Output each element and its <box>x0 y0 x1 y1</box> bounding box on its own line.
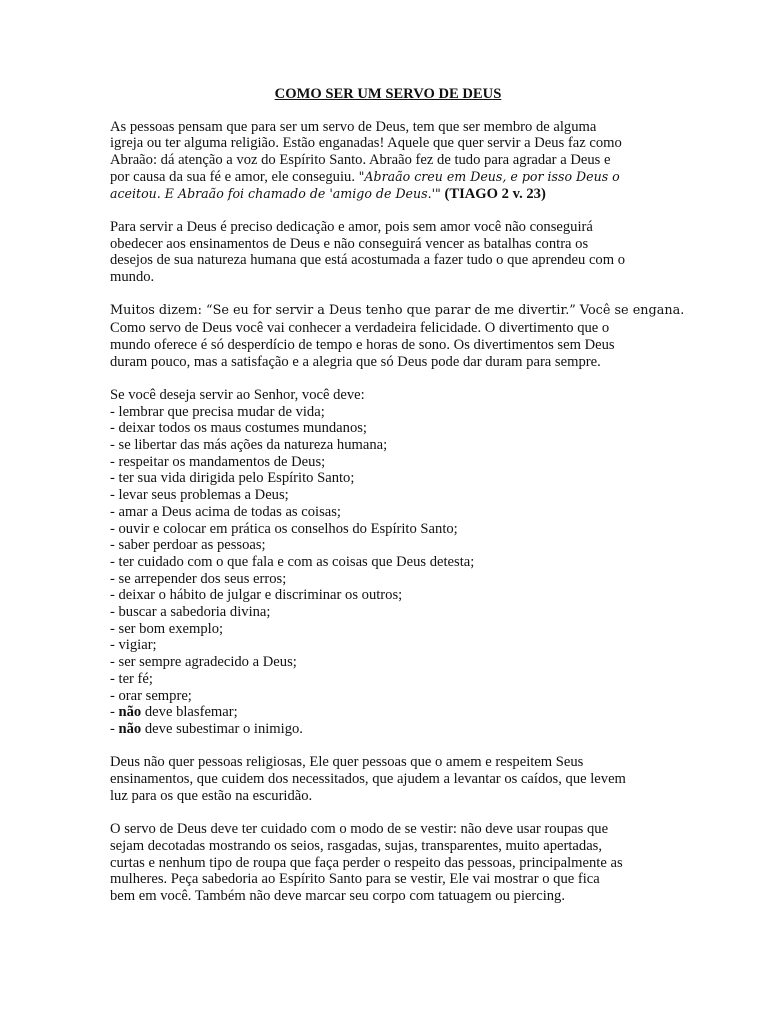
list-item: - saber perdoar as pessoas; <box>110 537 266 554</box>
text-line: mulheres. Peça sabedoria ao Espírito Santo para se vestir, Ele vai mostrar o que fica <box>110 871 600 888</box>
list-item: - ter sua vida dirigida pelo Espírito Santo; <box>110 470 355 487</box>
list-item: - amar a Deus acima de todas as coisas; <box>110 503 341 520</box>
paragraph-intro <box>110 119 666 203</box>
text-line: As pessoas pensam que para ser um servo de Deus, tem que ser membro de alguma <box>110 118 597 135</box>
list-item: - levar seus problemas a Deus; <box>110 487 289 504</box>
list-dash: - <box>110 704 119 721</box>
text-line: igreja ou ter alguma religião. Estão enganadas! Aquele que quer servir a Deus faz como <box>110 135 622 152</box>
text-line: duram pouco, mas a satisfação e a alegria que só Deus pode dar duram para sempre. <box>110 353 601 370</box>
document-page <box>110 86 685 921</box>
list-item: - ter fé; <box>110 670 153 687</box>
negation-bold: não <box>118 704 142 721</box>
list-item: - se arrepender dos seus erros; <box>110 570 287 587</box>
list-item-text: deve subestimar o inimigo. <box>141 720 303 737</box>
bible-reference: (TIAGO 2 v. 23) <box>440 185 546 202</box>
list-item: - orar sempre; <box>110 687 192 704</box>
text-run: por causa da sua fé e amor, ele conseguiu. <box>110 168 359 185</box>
text-run: Você se engana. <box>575 303 685 319</box>
bible-quote: "Abraão creu em Deus, e por isso Deus o <box>358 168 620 184</box>
bible-quote: aceitou. E Abraão foi chamado de 'amigo de Deus.'" <box>110 185 441 201</box>
paragraph-happiness <box>110 302 685 370</box>
text-line: Como servo de Deus você vai conhecer a verdadeira felicidade. O divertimento que o <box>110 320 610 337</box>
text-line: mundo. <box>110 269 155 286</box>
text-line: Para servir a Deus é preciso dedicação e amor, pois sem amor você não conseguirá <box>110 218 593 235</box>
list-item: - ser sempre agradecido a Deus; <box>110 654 297 671</box>
text-line: bem em você. Também não deve marcar seu corpo com tatuagem ou piercing. <box>110 887 565 904</box>
paragraph-dedication <box>110 219 666 286</box>
paragraph-religion <box>110 754 666 804</box>
quoted-saying: Muitos dizem: “Se eu for servir a Deus tenho que parar de me divertir.” <box>110 303 576 319</box>
list-item: - lembrar que precisa mudar de vida; <box>110 403 325 420</box>
text-line <box>110 186 666 203</box>
list-item: - ser bom exemplo; <box>110 620 224 637</box>
text-line <box>110 302 685 320</box>
text-line: desejos de sua natureza humana que está acostumada a fazer tudo o que aprendeu com o <box>110 252 626 269</box>
text-line: curtas e nenhum tipo de roupa que faça perder o respeito das pessoas, principalmente as <box>110 854 623 871</box>
list-item: - deixar todos os maus costumes mundanos; <box>110 420 367 437</box>
list-item: - vigiar; <box>110 637 157 654</box>
list-item <box>110 721 666 738</box>
text-line: O servo de Deus deve ter cuidado com o modo de se vestir: não deve usar roupas que <box>110 821 609 838</box>
text-line: sejam decotadas mostrando os seios, rasgadas, sujas, transparentes, muito apertadas, <box>110 837 602 854</box>
list-dash: - <box>110 720 119 737</box>
list-item: - deixar o hábito de julgar e discriminar os outros; <box>110 587 403 604</box>
negation-bold: não <box>118 720 142 737</box>
list-intro: Se você deseja servir ao Senhor, você deve: <box>110 386 365 403</box>
text-line: ensinamentos, que cuidem dos necessitados, que ajudem a levantar os caídos, que levem <box>110 771 626 788</box>
page-title: COMO SER UM SERVO DE DEUS <box>274 86 502 102</box>
list-item <box>110 704 666 721</box>
text-line: luz para os que estão na escuridão. <box>110 787 313 804</box>
text-line: Abraão: dá atenção a voz do Espírito Santo. Abraão fez de tudo para agradar a Deus e <box>110 152 611 169</box>
list-item-text: deve blasfemar; <box>141 704 238 721</box>
list-item: - ter cuidado com o que fala e com as coisas que Deus detesta; <box>110 553 475 570</box>
duties-list <box>110 387 666 738</box>
list-item: - respeitar os mandamentos de Deus; <box>110 453 326 470</box>
text-line: obedecer aos ensinamentos de Deus e não conseguirá vencer as batalhas contra os <box>110 235 589 252</box>
text-line <box>110 169 666 186</box>
paragraph-clothing <box>110 821 666 905</box>
list-item: - buscar a sabedoria divina; <box>110 604 271 621</box>
text-line: mundo oferece é só desperdício de tempo e horas de sono. Os divertimentos sem Deus <box>110 336 615 353</box>
list-item: - se libertar das más ações da natureza humana; <box>110 437 388 454</box>
list-item: - ouvir e colocar em prática os conselhos do Espírito Santo; <box>110 520 458 537</box>
text-line: Deus não quer pessoas religiosas, Ele quer pessoas que o amem e respeitem Seus <box>110 754 584 771</box>
